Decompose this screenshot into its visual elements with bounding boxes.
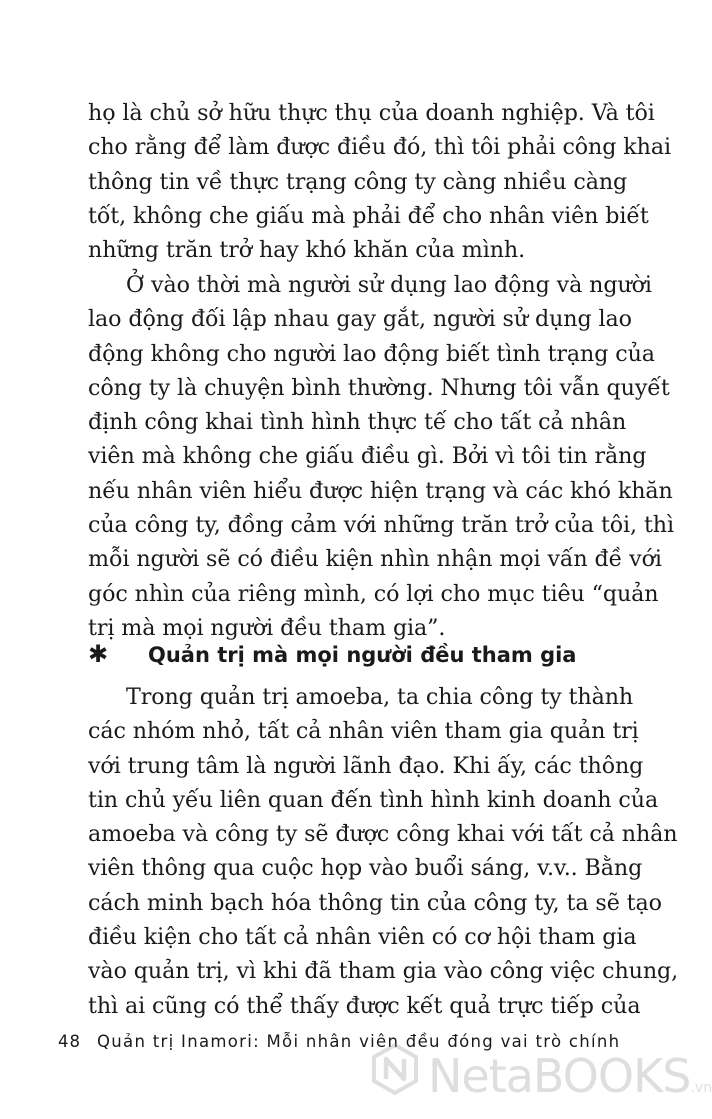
paragraph-line: viên thông qua cuộc họp vào buổi sáng, v.v.. Bằng xyxy=(88,855,643,882)
section-heading-title: Quản trị mà mọi người đều tham gia xyxy=(148,643,577,667)
paragraph-line: thông tin về thực trạng công ty càng nhiều càng xyxy=(88,168,628,195)
paragraph-line: cách minh bạch hóa thông tin của công ty, ta sẽ tạo xyxy=(88,889,662,916)
paragraph-line: trị mà mọi người đều tham gia”. xyxy=(88,614,446,641)
paragraph-line: vào quản trị, vì khi đã tham gia vào công việc chung, xyxy=(88,958,679,985)
paragraph-line: điều kiện cho tất cả nhân viên có cơ hội tham gia xyxy=(88,924,637,951)
paragraph-1 xyxy=(88,96,671,267)
paragraph-line: Trong quản trị amoeba, ta chia công ty thành xyxy=(126,684,634,710)
paragraph-line: nếu nhân viên hiểu được hiện trạng và các khó khăn xyxy=(88,477,673,504)
paragraph-3 xyxy=(88,680,679,1023)
paragraph-line: động không cho người lao động biết tình trạng của xyxy=(88,340,655,367)
paragraph-line: thì ai cũng có thể thấy được kết quả trực tiếp của xyxy=(88,992,641,1019)
paragraph-line: lao động đối lập nhau gay gắt, người sử dụng lao xyxy=(88,306,632,333)
paragraph-line: công ty là chuyện bình thường. Nhưng tôi vẫn quyết xyxy=(88,374,670,401)
running-title: Quản trị Inamori: Mỗi nhân viên đều đóng vai trò chính xyxy=(97,1032,621,1051)
paragraph-line: của công ty, đồng cảm với những trăn trở của tôi, thì xyxy=(88,512,674,539)
section-heading xyxy=(88,636,608,672)
paragraph-line: Ở vào thời mà người sử dụng lao động và người xyxy=(126,272,652,298)
paragraph-line: các nhóm nhỏ, tất cả nhân viên tham gia quản trị xyxy=(88,718,639,745)
paragraph-line: mỗi người sẽ có điều kiện nhìn nhận mọi vấn đề với xyxy=(88,546,662,573)
paragraph-2 xyxy=(88,268,674,645)
watermark-text: NetaBOOKS.vn xyxy=(428,1049,712,1103)
paragraph-line: cho rằng để làm được điều đó, thì tôi phải công khai xyxy=(88,134,671,161)
netabooks-watermark xyxy=(368,1036,712,1116)
paragraph-line: amoeba và công ty sẽ được công khai với tất cả nhân xyxy=(88,821,678,848)
netabooks-logo-icon xyxy=(368,1042,422,1096)
paragraph-line: tốt, không che giấu mà phải để cho nhân viên biết xyxy=(88,202,649,229)
paragraph-line: viên mà không che giấu điều gì. Bởi vì tôi tin rằng xyxy=(88,443,647,470)
paragraph-line: định công khai tình hình thực tế cho tất cả nhân xyxy=(88,409,627,436)
page-number: 48 xyxy=(58,1032,81,1051)
paragraph-line: những trăn trở hay khó khăn của mình. xyxy=(88,237,526,264)
paragraph-line: với trung tâm là người lãnh đạo. Khi ấy, các thông xyxy=(88,752,644,779)
paragraph-line: họ là chủ sở hữu thực thụ của doanh nghiệp. Và tôi xyxy=(88,100,655,126)
asterisk-bullet-icon: ✱ xyxy=(88,640,109,668)
paragraph-line: góc nhìn của riêng mình, có lợi cho mục tiêu “quản xyxy=(88,580,659,607)
paragraph-line: tin chủ yếu liên quan đến tình hình kinh doanh của xyxy=(88,786,659,813)
